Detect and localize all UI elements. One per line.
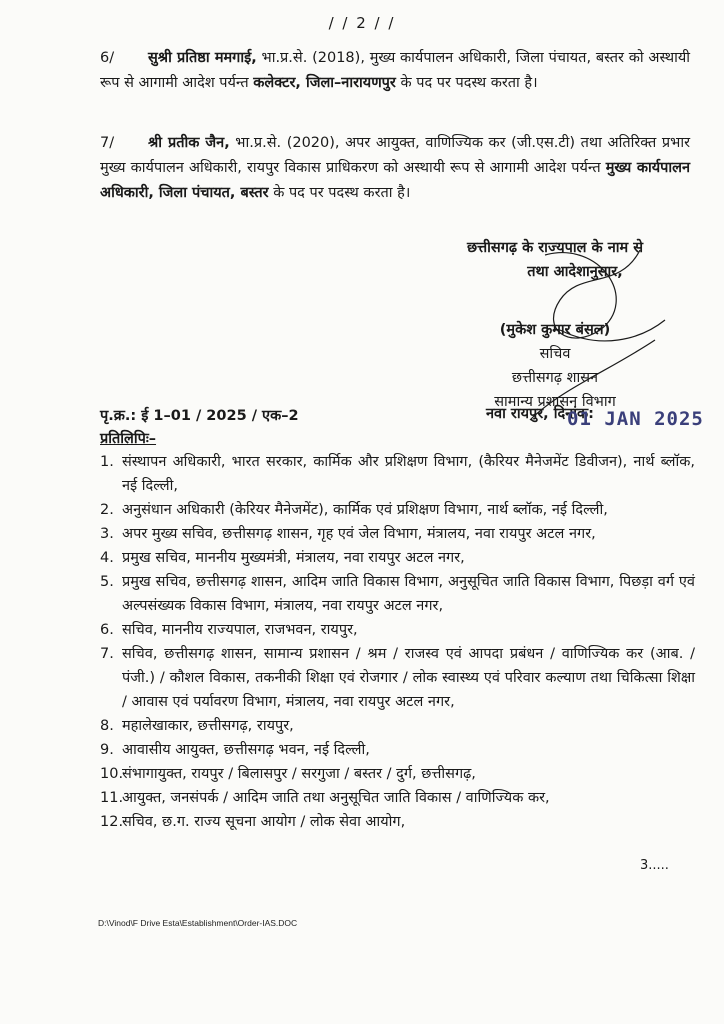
posting-title: कलेक्टर, जिला–नारायणपुर <box>253 75 396 91</box>
list-item <box>100 546 695 570</box>
list-text: संस्थापन अधिकारी, भारत सरकार, कार्मिक और प्रशिक्षण विभाग, (कैरियर मैनेजमेंट डिवीजन), नार्थ ब्लॉक, नई दिल्ली, <box>122 454 695 494</box>
list-item <box>100 570 695 618</box>
signatory-government: छत्तीसगढ़ शासन <box>511 370 599 386</box>
list-text: महालेखाकार, छत्तीसगढ़, रायपुर, <box>122 718 294 734</box>
list-number: 12. <box>100 814 124 830</box>
list-text: आवासीय आयुक्त, छत्तीसगढ़ भवन, नई दिल्ली, <box>122 742 370 758</box>
list-number: 11. <box>100 790 124 806</box>
list-number: 7. <box>100 646 114 662</box>
list-number: 10. <box>100 766 124 782</box>
list-text: प्रमुख सचिव, माननीय मुख्यमंत्री, मंत्रालय, नवा रायपुर अटल नगर, <box>122 550 465 566</box>
list-number: 1. <box>100 454 114 470</box>
copy-list <box>100 450 695 834</box>
list-item <box>100 714 695 738</box>
list-text: सचिव, छ.ग. राज्य सूचना आयोग / लोक सेवा आयोग, <box>122 814 406 830</box>
list-number: 6. <box>100 622 114 638</box>
list-item <box>100 450 695 498</box>
list-item <box>100 738 695 762</box>
list-number: 8. <box>100 718 114 734</box>
paragraph-text: भा.प्र.से. (2018), मुख्य कार्यपालन अधिकारी, जिला पंचायत, बस्तर को अस्थायी रूप से आगामी आदेश पर्यन्त <box>100 50 691 91</box>
paragraph-text-end: के पद पर पदस्थ करता है। <box>395 75 538 91</box>
file-path-footer: D:\Vinod\F Drive Esta\Establishment\Order-IAS.DOC <box>98 918 298 928</box>
list-text: सचिव, छत्तीसगढ़ शासन, सामान्य प्रशासन / श्रम / राजस्व एवं आपदा प्रबंधन / वाणिज्यिक कर (आब. / पंजी.) / कौशल विकास, तकनीकी शिक्षा एवं रोजगार / लोक स्वास्थ्य एवं परिवार कल्याण तथा चिकित्सा शिक्षा / आवास एवं पर्यावरण विभाग, मंत्रालय, नवा रायपुर अटल नगर, <box>122 646 695 710</box>
page-number: / / 2 / / <box>328 14 396 32</box>
officer-name: श्री प्रतीक जैन, <box>148 135 230 151</box>
signature-block <box>420 236 690 414</box>
list-number: 9. <box>100 742 114 758</box>
list-text: प्रमुख सचिव, छत्तीसगढ़ शासन, आदिम जाति विकास विभाग, अनुसूचित जाति विकास विभाग, पिछड़ा वर्ग एवं अल्पसंख्यक विकास विभाग, मंत्रालय, नवा रायपुर अटल नगर, <box>122 574 695 614</box>
list-item <box>100 642 695 714</box>
paragraph-6 <box>100 46 690 96</box>
list-number: 2. <box>100 502 114 518</box>
paragraph-number: 7/ <box>100 135 115 151</box>
reference-number: पृ.क्र.: ई 1–01 / 2025 / एक–2 <box>100 408 299 424</box>
list-item <box>100 786 695 810</box>
list-text: सचिव, माननीय राज्यपाल, राजभवन, रायपुर, <box>122 622 358 638</box>
list-item <box>100 762 695 786</box>
list-item <box>100 498 695 522</box>
date-label: नवा रायपुर, दिनांक: <box>486 406 594 422</box>
list-item <box>100 522 695 546</box>
list-item <box>100 618 695 642</box>
signatory-department: सामान्य प्रशासन विभाग <box>494 394 616 410</box>
date-stamp: 01 JAN 2025 <box>567 408 704 430</box>
signatory-designation: सचिव <box>539 346 571 362</box>
paragraph-text-end: के पद पर पदस्थ करता है। <box>268 185 411 201</box>
signatory-name: (मुकेश कुमार बंसल) <box>499 322 611 338</box>
list-text: अनुसंधान अधिकारी (केरियर मैनेजमेंट), कार्मिक एवं प्रशिक्षण विभाग, नार्थ ब्लॉक, नई दिल्ली, <box>122 502 608 518</box>
list-text: आयुक्त, जनसंपर्क / आदिम जाति तथा अनुसूचित जाति विकास / वाणिज्यिक कर, <box>122 790 550 806</box>
list-item <box>100 810 695 834</box>
continuation-marker: 3..... <box>640 858 669 873</box>
authority-line: छत्तीसगढ़ के राज्यपाल के नाम से <box>466 240 644 256</box>
authority-line-2: तथा आदेशानुसार, <box>527 264 623 280</box>
list-text: संभागायुक्त, रायपुर / बिलासपुर / सरगुजा / बस्तर / दुर्ग, छत्तीसगढ़, <box>122 766 476 782</box>
paragraph-7 <box>100 131 690 206</box>
posting-title: मुख्य कार्यपालन अधिकारी, जिला पंचायत, बस्तर <box>100 160 690 201</box>
paragraph-text: भा.प्र.से. (2020), अपर आयुक्त, वाणिज्यिक कर (जी.एस.टी) तथा अतिरिक्त प्रभार मुख्य कार्यपालन अधिकारी, रायपुर विकास प्राधिकरण को अस्थायी रूप से आगामी आदेश पर्यन्त <box>100 135 691 176</box>
list-number: 3. <box>100 526 114 542</box>
copy-heading: प्रतिलिपिः– <box>100 431 157 447</box>
officer-name: सुश्री प्रतिष्ठा ममगाई, <box>148 50 257 66</box>
paragraph-number: 6/ <box>100 50 115 66</box>
list-text: अपर मुख्य सचिव, छत्तीसगढ़ शासन, गृह एवं जेल विभाग, मंत्रालय, नवा रायपुर अटल नगर, <box>122 526 596 542</box>
list-number: 4. <box>100 550 114 566</box>
list-number: 5. <box>100 574 114 590</box>
